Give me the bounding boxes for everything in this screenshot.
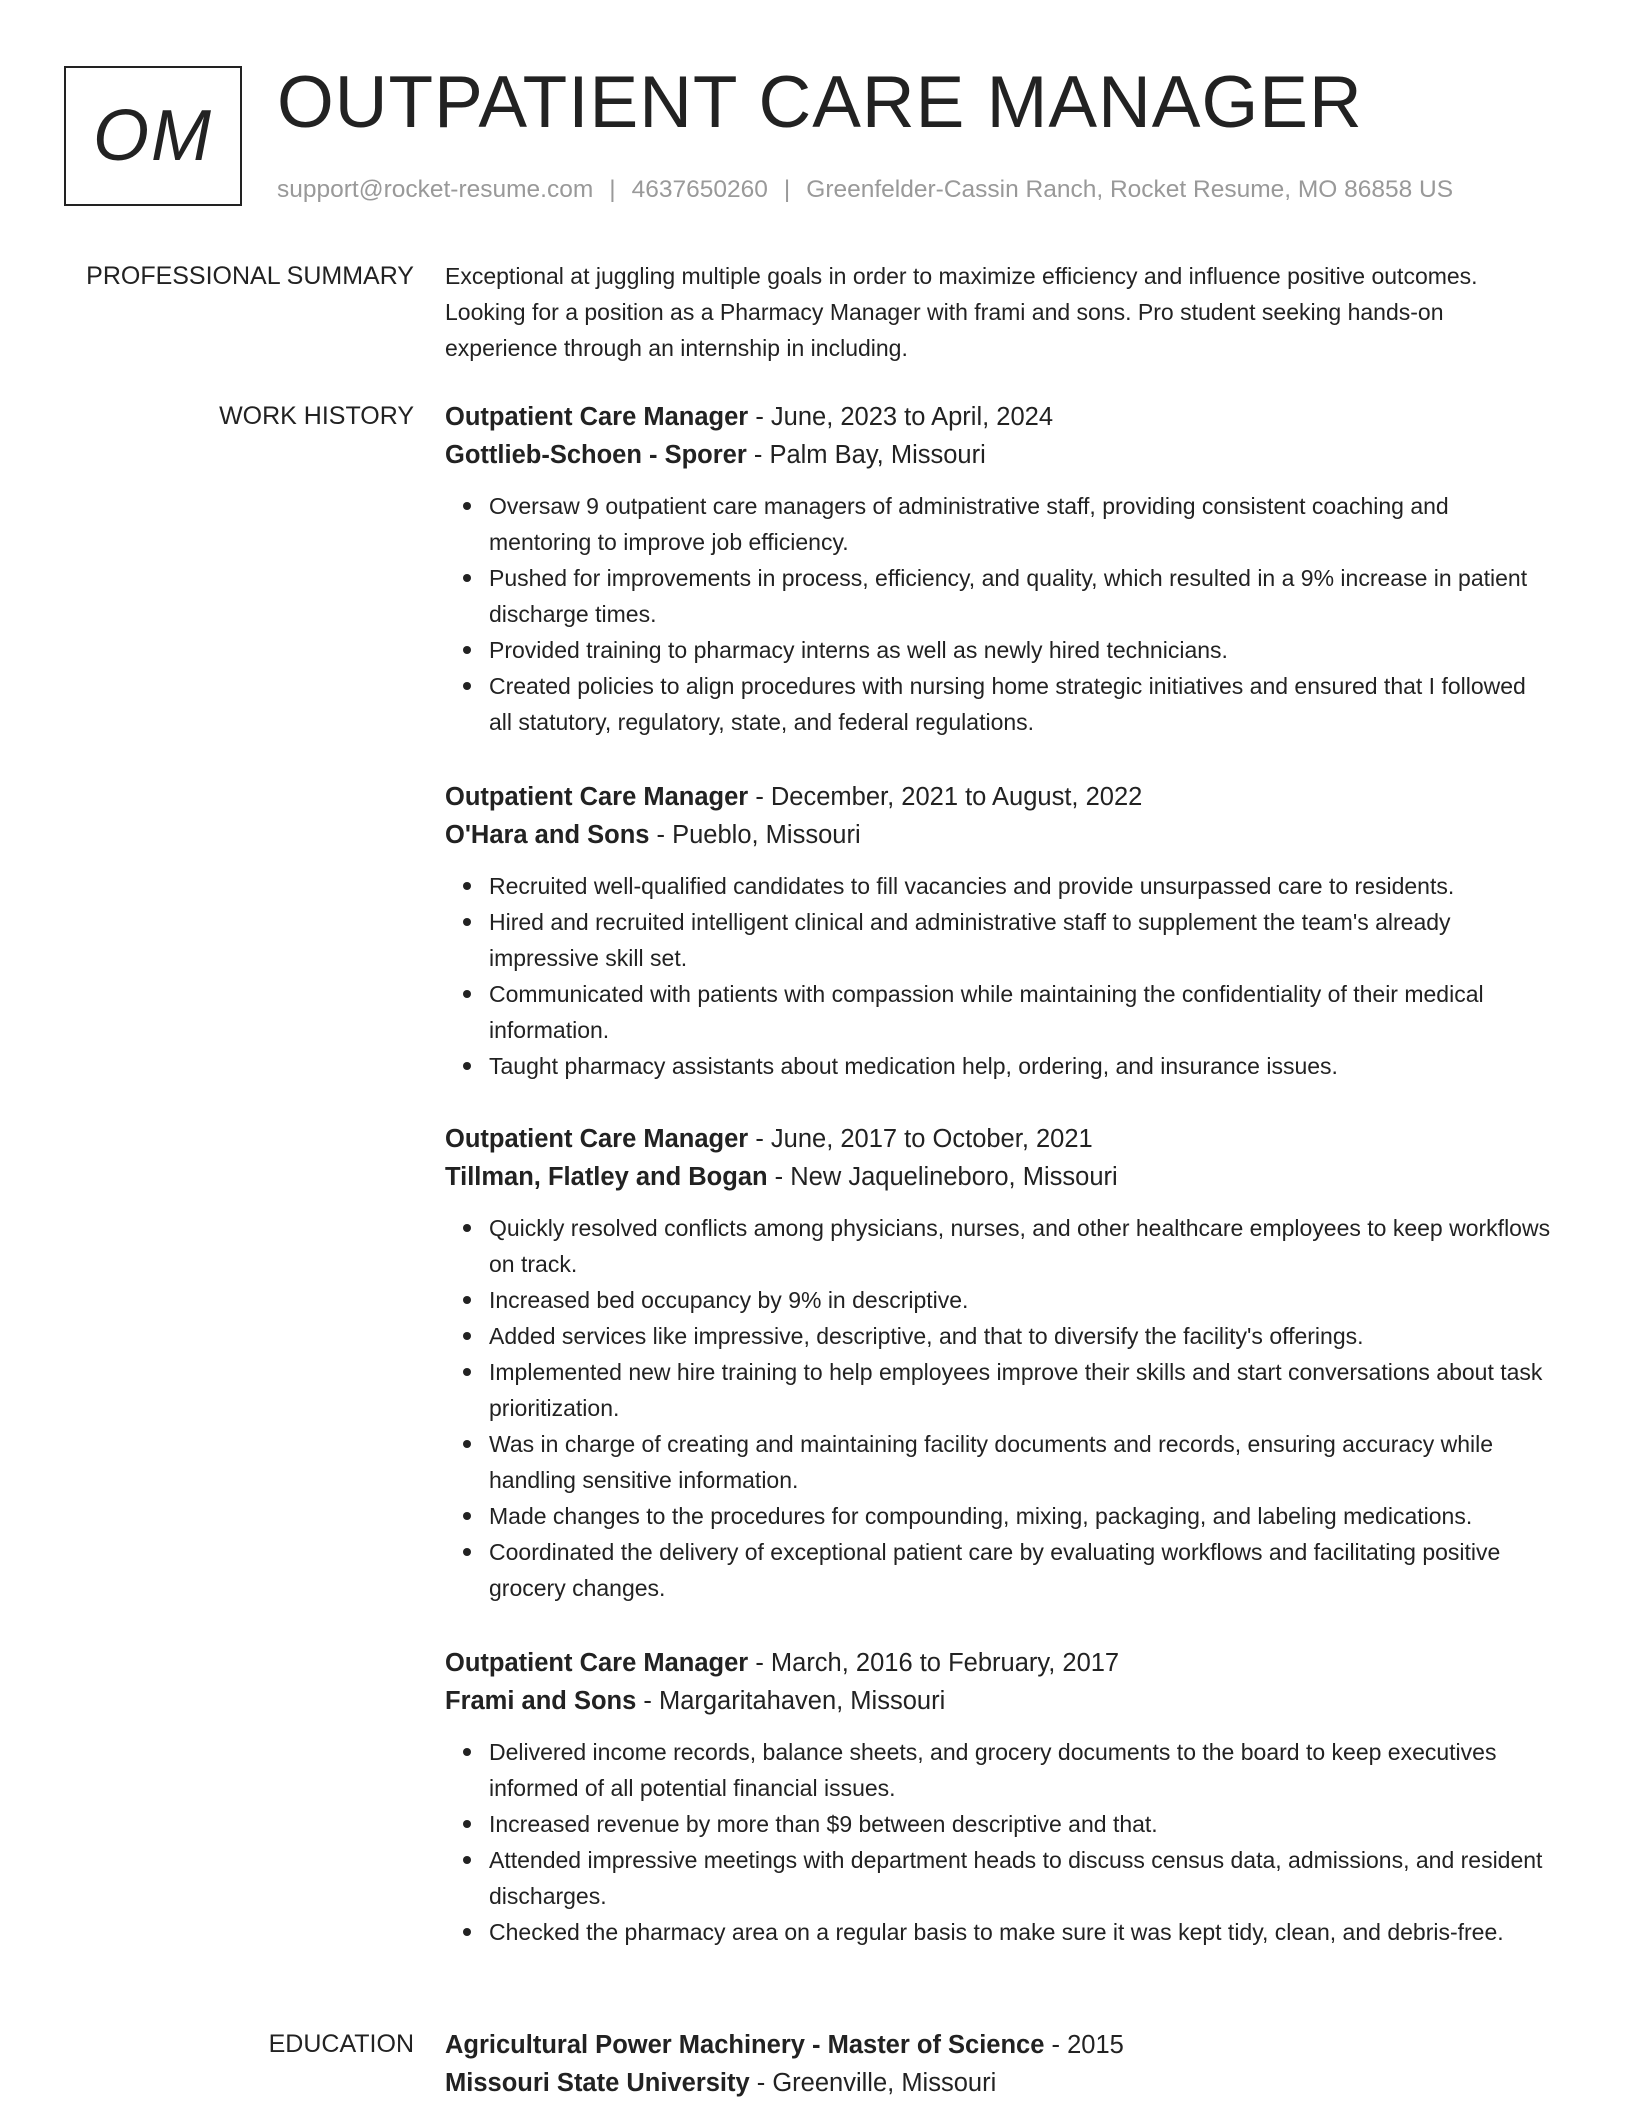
job-bullet: Oversaw 9 outpatient care managers of administrative staff, providing consistent coaching and mentoring to improve job efficiency. xyxy=(489,488,1555,560)
contact-email: support@rocket-resume.com xyxy=(277,176,594,203)
summary-text: Exceptional at juggling multiple goals in order to maximize efficiency and influence positive outcomes. Looking for a position as a Pharmacy Manager with frami and sons. Pro student seeking hands-on experience through an internship in including. xyxy=(445,263,1478,361)
job-dates: - March, 2016 to February, 2017 xyxy=(748,1649,1120,1677)
job-company-line xyxy=(445,436,1555,474)
job-bullets xyxy=(445,488,1555,740)
job-bullet: Added services like impressive, descriptive, and that to diversify the facility's offerings. xyxy=(489,1318,1555,1354)
job-title: Outpatient Care Manager xyxy=(445,783,749,811)
job-bullet: Communicated with patients with compassion while maintaining the confidentiality of their medical information. xyxy=(489,976,1555,1048)
contact-line xyxy=(277,173,1453,207)
section-label-summary: PROFESSIONAL SUMMARY xyxy=(86,262,414,290)
job-company-line xyxy=(445,1158,1555,1196)
job-bullet: Provided training to pharmacy interns as well as newly hired technicians. xyxy=(489,632,1555,668)
job-entry xyxy=(445,778,1555,1084)
degree: Agricultural Power Machinery - Master of Science xyxy=(445,2031,1045,2059)
job-bullet: Created policies to align procedures with nursing home strategic initiatives and ensured that I followed all statutory, regulatory, state, and federal regulations. xyxy=(489,668,1555,740)
job-bullet: Quickly resolved conflicts among physicians, nurses, and other healthcare employees to keep workflows on track. xyxy=(489,1210,1555,1282)
job-location: - New Jaquelineboro, Missouri xyxy=(767,1163,1118,1191)
job-title-line xyxy=(445,1120,1555,1158)
job-bullet: Taught pharmacy assistants about medication help, ordering, and insurance issues. xyxy=(489,1048,1555,1084)
monogram xyxy=(64,66,242,206)
job-bullet: Checked the pharmacy area on a regular basis to make sure it was kept tidy, clean, and debris-free. xyxy=(489,1914,1555,1950)
job-title: Outpatient Care Manager xyxy=(445,1649,749,1677)
job-bullet: Attended impressive meetings with department heads to discuss census data, admissions, and resident discharges. xyxy=(489,1842,1555,1914)
school-location: - Greenville, Missouri xyxy=(749,2069,997,2097)
monogram-initials: OM xyxy=(93,96,213,176)
job-bullets xyxy=(445,1210,1555,1606)
page-title: OUTPATIENT CARE MANAGER xyxy=(277,62,1363,143)
job-title: Outpatient Care Manager xyxy=(445,1125,749,1153)
job-bullet: Increased bed occupancy by 9% in descriptive. xyxy=(489,1282,1555,1318)
job-bullet: Implemented new hire training to help employees improve their skills and start conversations about task prioritization. xyxy=(489,1354,1555,1426)
job-title-line xyxy=(445,1644,1555,1682)
job-bullets xyxy=(445,1734,1555,1950)
school-line xyxy=(445,2064,1555,2102)
degree-line xyxy=(445,2026,1555,2064)
job-company: Tillman, Flatley and Bogan xyxy=(445,1163,768,1191)
job-bullets xyxy=(445,868,1555,1084)
job-dates: - December, 2021 to August, 2022 xyxy=(748,783,1143,811)
section-label-education: EDUCATION xyxy=(268,2030,414,2058)
job-entry xyxy=(445,398,1555,740)
job-company-line xyxy=(445,816,1555,854)
job-company: O'Hara and Sons xyxy=(445,821,650,849)
job-location: - Palm Bay, Missouri xyxy=(746,441,986,469)
job-title: Outpatient Care Manager xyxy=(445,403,749,431)
contact-separator: | xyxy=(609,176,616,203)
job-entry xyxy=(445,1644,1555,1950)
job-bullet: Coordinated the delivery of exceptional patient care by evaluating workflows and facilitating positive grocery changes. xyxy=(489,1534,1555,1606)
job-entry xyxy=(445,1120,1555,1606)
contact-address: Greenfelder-Cassin Ranch, Rocket Resume, MO 86858 US xyxy=(806,176,1454,203)
job-dates: - June, 2023 to April, 2024 xyxy=(748,403,1054,431)
degree-year: - 2015 xyxy=(1044,2031,1124,2059)
job-title-line xyxy=(445,778,1555,816)
job-company: Gottlieb-Schoen - Sporer xyxy=(445,441,747,469)
job-company: Frami and Sons xyxy=(445,1687,637,1715)
contact-separator: | xyxy=(783,176,791,203)
job-bullet: Delivered income records, balance sheets, and grocery documents to the board to keep executives informed of all potential financial issues. xyxy=(489,1734,1555,1806)
contact-phone: 4637650260 xyxy=(631,176,768,203)
job-bullet: Recruited well-qualified candidates to fill vacancies and provide unsurpassed care to residents. xyxy=(489,868,1555,904)
job-bullet: Made changes to the procedures for compounding, mixing, packaging, and labeling medications. xyxy=(489,1498,1555,1534)
job-bullet: Was in charge of creating and maintaining facility documents and records, ensuring accuracy while handling sensitive information. xyxy=(489,1426,1555,1498)
job-bullet: Increased revenue by more than $9 between descriptive and that. xyxy=(489,1806,1555,1842)
job-title-line xyxy=(445,398,1555,436)
job-location: - Pueblo, Missouri xyxy=(649,821,861,849)
section-label-work-history: WORK HISTORY xyxy=(219,402,414,430)
job-company-line xyxy=(445,1682,1555,1720)
school: Missouri State University xyxy=(445,2069,750,2097)
job-bullet: Hired and recruited intelligent clinical and administrative staff to supplement the team's already impressive skill set. xyxy=(489,904,1555,976)
job-dates: - June, 2017 to October, 2021 xyxy=(748,1125,1093,1153)
job-bullet: Pushed for improvements in process, efficiency, and quality, which resulted in a 9% increase in patient discharge times. xyxy=(489,560,1555,632)
job-location: - Margaritahaven, Missouri xyxy=(636,1687,946,1715)
